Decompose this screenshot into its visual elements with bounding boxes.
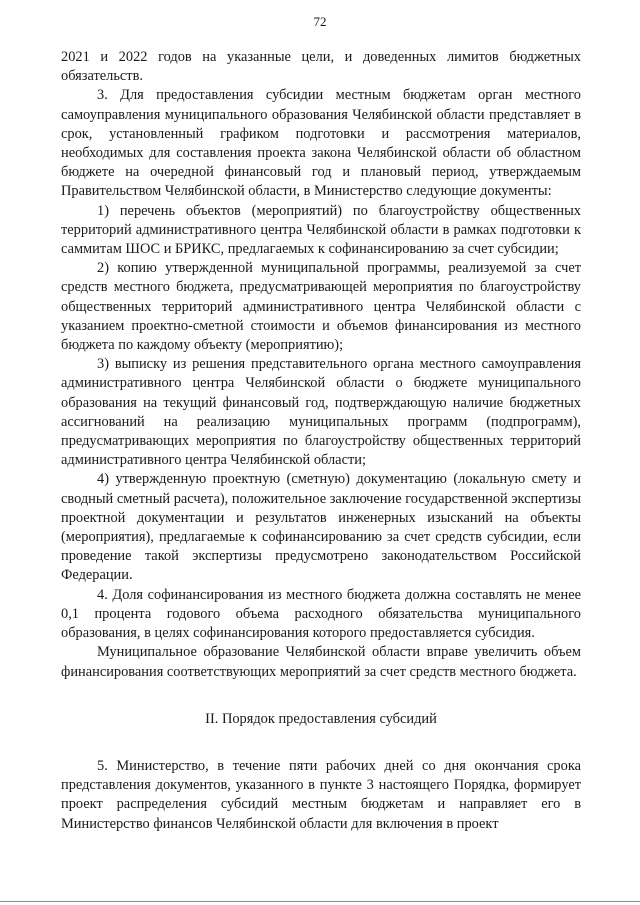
paragraph-clause-4: 4. Доля софинансирования из местного бюджета должна составлять не менее 0,1 процента годового объема расходного обязательства муниципального образования, в целях софинансирования которого предоставляется субсидия. (61, 586, 581, 642)
paragraph-clause-3: 3. Для предоставления субсидии местным бюджетам орган местного самоуправления муниципального образования Челябинской области представляет в срок, установленный графиком подготовки и рассмотрения материалов, необходимых для составления проекта закона Челябинской области об областном бюджете на очередной финансовый год и плановый период, утверждаемым Правительством Челябинской области, в Министерство следующие документы: (61, 87, 581, 200)
page-number: 72 (313, 14, 327, 29)
paragraph-increase-funding: Муниципальное образование Челябинской области вправе увеличить объем финансирования соответствующих мероприятий за счет средств местного бюджета. (61, 644, 581, 680)
list-item-3: 3) выписку из решения представительного органа местного самоуправления административного центра Челябинской области о бюджете муниципального образования на текущий финансовый год, подтверждающую наличие бюджетных ассигнований на реализацию муниципальных программ (подпрограмм), предусматривающих мероприятия по благоустройству общественных территорий административного центра Челябинской области; (61, 356, 581, 469)
list-item-1: 1) перечень объектов (мероприятий) по благоустройству общественных территорий административного центра Челябинской области в рамках подготовки к саммитам ШОС и БРИКС, предлагаемых к софинансированию за счет субсидии; (61, 202, 581, 258)
list-item-2: 2) копию утвержденной муниципальной программы, реализуемой за счет средств местного бюджета, предусматривающей мероприятия по благоустройству общественных территорий административного центра Челябинской области с указанием проектно-сметной стоимости и объемов финансирования из местного бюджета по каждому объекту (мероприятию); (61, 260, 581, 354)
scan-edge-line (0, 901, 640, 902)
paragraph-continuation: 2021 и 2022 годов на указанные цели, и доведенных лимитов бюджетных обязательств. (61, 49, 581, 85)
paragraph-clause-5: 5. Министерство, в течение пяти рабочих дней со дня окончания срока представления документов, указанного в пункте 3 настоящего Порядка, формирует проект распределения субсидий местным бюджетам и направляет его в Министерство финансов Челябинской области для включения в проект (61, 757, 581, 832)
list-item-4: 4) утвержденную проектную (сметную) документацию (локальную смету и сводный сметный расчета), положительное заключение государственной экспертизы проектной документации и результатов инженерных изысканий на объекты (мероприятия), предлагаемые к софинансированию за счет средств субсидии, если проведение такой экспертизы предусмотрено законодательством Российской Федерации. (61, 471, 581, 584)
section-heading: II. Порядок предоставления субсидий (205, 710, 437, 727)
document-body (61, 48, 581, 834)
